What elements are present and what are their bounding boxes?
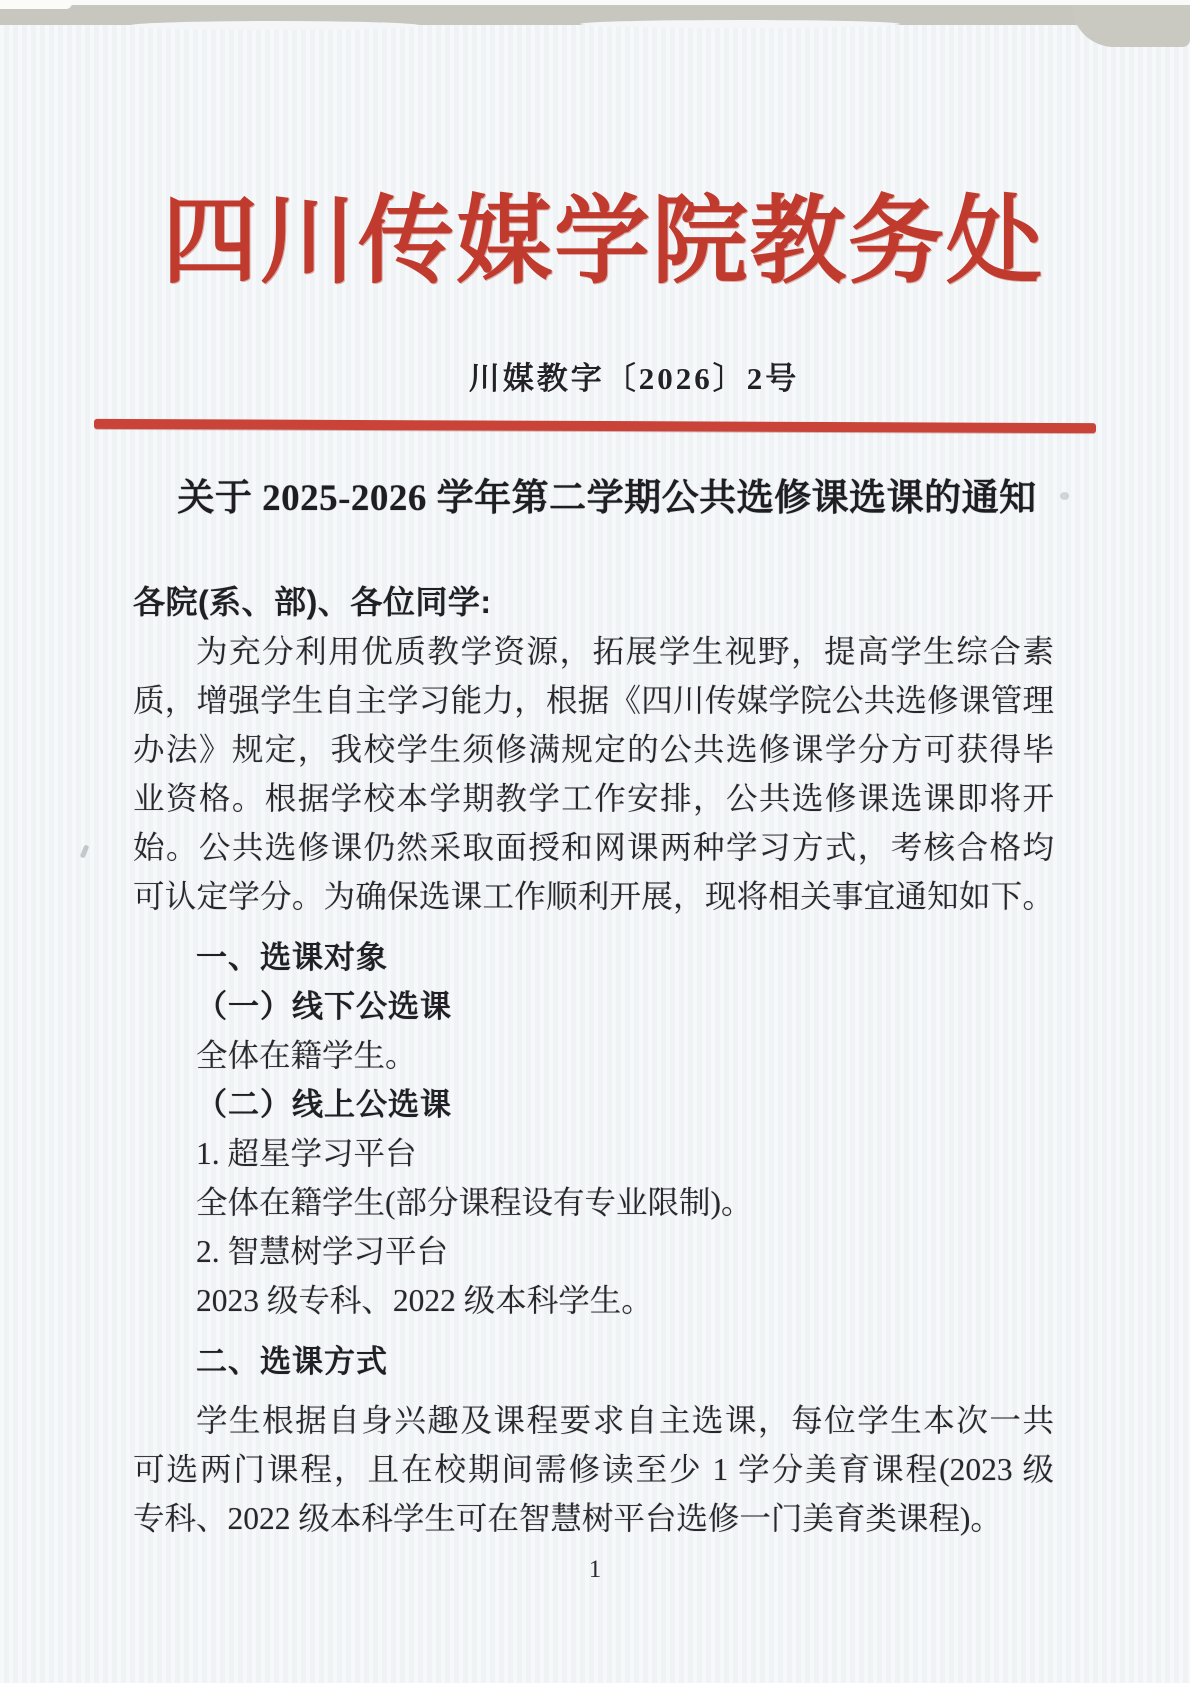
scan-top-right-blob — [1072, 5, 1190, 47]
document-number: 川媒教字〔2026〕2号 — [468, 361, 800, 396]
section1-heading: 一、选课对象 — [196, 940, 388, 975]
section1-sub1-text: 全体在籍学生。 — [196, 1038, 417, 1073]
section1-item1-heading: 1. 超星学习平台 — [196, 1136, 417, 1171]
paragraph2-line: 专科、2022 级本科学生可在智慧树平台选修一门美育类课程)。 — [133, 1501, 1002, 1536]
scan-band-irregularity — [130, 21, 420, 30]
section1-sub2-heading: （二）线上公选课 — [196, 1087, 452, 1122]
section1-item1-text: 全体在籍学生(部分课程设有专业限制)。 — [196, 1185, 753, 1220]
scan-speck — [80, 845, 90, 859]
salutation: 各院(系、部)、各位同学: — [133, 584, 492, 620]
page-number: 1 — [588, 1556, 602, 1583]
scan-band-notch — [0, 0, 72, 9]
section1-sub1-heading: （一）线下公选课 — [196, 989, 452, 1024]
notice-title: 关于 2025-2026 学年第二学期公共选修课选课的通知 — [177, 478, 1037, 519]
paragraph1-line: 办法》规定，我校学生须修满规定的公共选修课学分方可获得毕 — [133, 732, 1054, 767]
paragraph2-line: 学生根据自身兴趣及课程要求自主选课，每位学生本次一共 — [196, 1403, 1054, 1438]
paragraph2-line: 可选两门课程，且在校期间需修读至少 1 学分美育课程(2023 级 — [133, 1452, 1054, 1487]
paragraph1-line: 质，增强学生自主学习能力，根据《四川传媒学院公共选修课管理 — [133, 683, 1054, 718]
paragraph1-line: 业资格。根据学校本学期教学工作安排，公共选修课选课即将开 — [133, 781, 1054, 816]
paragraph1-line: 始。公共选修课仍然采取面授和网课两种学习方式，考核合格均 — [133, 830, 1054, 865]
paragraph1-line: 可认定学分。为确保选课工作顺利开展，现将相关事宜通知如下。 — [133, 879, 1054, 914]
paragraph1-line: 为充分利用优质教学资源，拓展学生视野，提高学生综合素 — [196, 634, 1054, 669]
scan-band-irregularity — [580, 20, 900, 28]
section1-item2-text: 2023 级专科、2022 级本科学生。 — [196, 1283, 653, 1318]
section2-heading: 二、选课方式 — [196, 1344, 388, 1379]
section1-item2-heading: 2. 智慧树学习平台 — [196, 1234, 449, 1269]
issuer-title: 四川传媒学院教务处 — [162, 188, 1044, 295]
notice-body — [133, 578, 1054, 1543]
red-divider-rule — [94, 419, 1096, 433]
